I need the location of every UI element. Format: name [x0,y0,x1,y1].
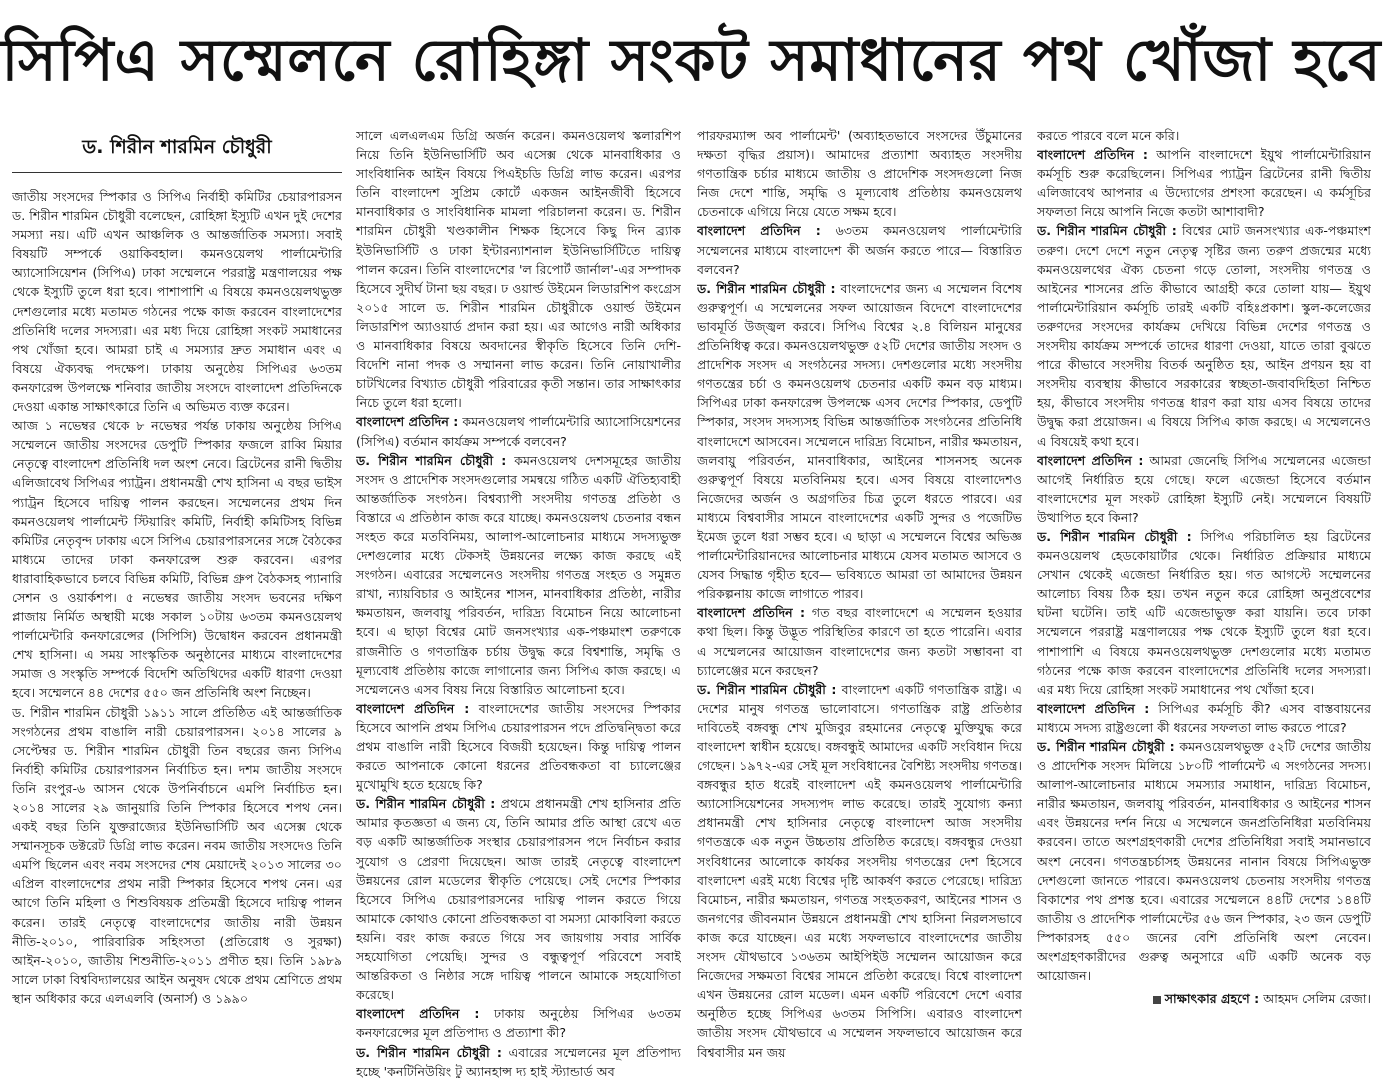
speaker-label: বাংলাদেশ প্রতিদিন : [697,223,821,239]
paragraph [12,703,342,1009]
paragraph-text: জাতীয় সংসদের স্পিকার ও সিপিএ নির্বাহী কমিটির চেয়ারপারসন ড. শিরীন শারমিন চৌধুরী বলেছেন, রোহিঙ্গা ইস্যুটি এখন দুই দেশের সমস্যা নয়। এটি এখন আঞ্চলিক ও আন্তর্জাতিক সমস্যা। সবাই বিষয়টি সম্পর্কে ওয়াকিবহাল। কমনওয়েলথ পার্লামেন্টারি অ্যাসোসিয়েশন (সিপিএ) ঢাকা সম্মেলনে পররাষ্ট্র মন্ত্রণালয়ের পক্ষ থেকে ইস্যুটি তুলে ধরা হবে। পাশাপাশি এ বিষয়ে কমনওয়েলথভুক্ত দেশগুলোর মধ্যে মতামত গঠনের পক্ষে কাজ করবেন বাংলাদেশের প্রতিনিধি দলের সদস্যরা। এর মধ্য দিয়ে রোহিঙ্গা সংকট সমাধানের পথ খোঁজা হবে। আমরা চাই এ সমস্যার দ্রুত সমাধান এবং এ বিষয়ে ঐক্যবদ্ধ পদক্ষেপ। ঢাকায় অনুষ্ঠেয় সিপিএর ৬৩তম কনফারেন্স উপলক্ষে শনিবার জাতীয় সংসদে বাংলাদেশ প্রতিদিনকে দেওয়া একান্ত সাক্ষাৎকারে তিনি এ অভিমত ব্যক্ত করেন। [12,189,342,415]
speaker-label: বাংলাদেশ প্রতিদিন : [1037,147,1148,163]
column-body [1037,126,1371,985]
paragraph [1037,699,1371,737]
paragraph [1037,221,1371,450]
headline: সিপিএ সম্মেলনে রোহিঙ্গা সংকট সমাধানের পথ খোঁজা হবে [1,26,1382,94]
column-3 [697,126,1022,1078]
paragraph [1037,527,1371,699]
speaker-label: বাংলাদেশ প্রতিদিন : [356,1006,480,1022]
speaker-label: ড. শিরীন শারমিন চৌধুরী : [697,280,836,296]
paragraph-text: ঢাকায় অনুষ্ঠেয় সিপিএর ৬৩তম কনফারেন্সের মূল প্রতিপাদ্য ও প্রত্যাশা কী? [356,1006,681,1041]
paragraph [1037,737,1371,985]
speaker-label: ড. শিরীন শারমিন চৌধুরী : [697,681,837,697]
paragraph-text: বিশ্বের মোট জনসংখ্যার এক-পঞ্চমাংশ তরুণ। দেশে দেশে নতুন নেতৃত্ব সৃষ্টির জন্য তরুণ প্রজন্মের মধ্যে কমনওয়েলথের ঐক্য চেতনা গড়ে তোলা, সংসদীয় গণতন্ত্র ও আইনের শাসনের প্রতি কীভাবে আগ্রহী করে তোলা যায়— ইয়ুথ পার্লামেন্টারিয়ান কর্মসূচি তারই একটি বহিঃপ্রকাশ। স্কুল-কলেজের তরুণদের সংসদের কার্যক্রম দেখিয়ে বিভিন্ন দেশের গণতন্ত্র ও সংসদীয় কার্যক্রম সম্পর্কে তাদের ধারণা দেওয়া, যাতে তারা বুঝতে পারে কীভাবে সংসদীয় বিতর্ক অনুষ্ঠিত হয়, আইন প্রণয়ন হয় বা সংসদীয় ব্যবস্থায় কীভাবে সরকারের স্বচ্ছতা-জবাবদিহিতা নিশ্চিত হয়, কীভাবে সংসদীয় গণতন্ত্র ধারণ করা যায় এসব বিষয়ে তাদের উদ্বুদ্ধ করা প্রয়োজন। এ বিষয়ে সিপিএ কাজ করছে। এ সম্মেলনেও এ বিষয়েই কথা হবে। [1037,223,1371,449]
column-body [356,126,681,1078]
interview-credit [1037,989,1371,1008]
paragraph [697,680,1022,1062]
byline: ড. শিরীন শারমিন চৌধুরী [12,132,342,173]
paragraph-text: কমনওয়েলথ দেশসমূহের জাতীয় সংসদ ও প্রাদেশিক সংসদগুলোর সমন্বয়ে গঠিত একটি ঐতিহ্যবাহী আন্তর্জাতিক সংগঠন। বিশ্বব্যাপী সংসদীয় গণতন্ত্র প্রতিষ্ঠা ও বিস্তারে এ প্রতিষ্ঠান কাজ করে যাচ্ছে। কমনওয়েলথ চেতনার বন্ধন সংহত করে মতবিনিময়, আলাপ-আলোচনার মাধ্যমে সদস্যভুক্ত দেশগুলোর মধ্যে টেকসই উন্নয়নের লক্ষ্যে কাজ করছে এই সংগঠন। এবারের সম্মেলনেও সংসদীয় গণতন্ত্র সংহত ও সমুন্নত রাখা, ন্যায়বিচার ও আইনের শাসন, মানবাধিকার প্রতিষ্ঠা, নারীর ক্ষমতায়ন, জলবায়ু পরিবর্তন, দারিদ্র্য বিমোচন নিয়ে আলোচনা হবে। এ ছাড়া বিশ্বের মোট জনসংখ্যার এক-পঞ্চমাংশ তরুণকে রাজনীতি ও গণতান্ত্রিক চর্চায় উদ্বুদ্ধ করে বিশ্বশান্তি, সমৃদ্ধি ও মূল্যবোধ প্রতিষ্ঠায় কাজে লাগানোর জন্য সিপিএ কাজ করছে। এ সম্মেলনেও এসব বিষয় নিয়ে বিস্তারিত আলোচনা হবে। [356,452,681,697]
paragraph [356,794,681,1004]
column-1 [12,126,342,1078]
paragraph-text: সিপিএ পরিচালিত হয় ব্রিটেনের কমনওয়েলথ হেডকোয়ার্টার থেকে। নির্ধারিত প্রক্রিয়ার মাধ্যমে সেখান থেকেই এজেন্ডা নির্ধারিত হয়। গত আগস্টে সম্মেলনের আলোচ্য বিষয় ঠিক হয়। তখন নতুন করে রোহিঙ্গা অনুপ্রবেশের ঘটনা ঘটেনি। তাই এটি এজেন্ডাভুক্ত করা যায়নি। তবে ঢাকা সম্মেলনে পররাষ্ট্র মন্ত্রণালয়ের পক্ষ থেকে ইস্যুটি তুলে ধরা হবে। পাশাপাশি এ বিষয়ে কমনওয়েলথভুক্ত দেশগুলোর মধ্যে মতামত গঠনের পক্ষে কাজ করবেন বাংলাদেশের প্রতিনিধি দলের সদস্যরা। এর মধ্য দিয়ে রোহিঙ্গা সংকট সমাধানের পথ খোঁজা হবে। [1037,528,1371,697]
paragraph-text: বাংলাদেশের জন্য এ সম্মেলন বিশেষ গুরুত্বপূর্ণ। এ সম্মেলনের সফল আয়োজন বিদেশে বাংলাদেশের ভাবমূর্তি উজ্জ্বল করবে। সিপিএ বিশ্বের ২.৪ বিলিয়ন মানুষের প্রতিনিধিত্ব করে। কমনওয়েলথভুক্ত ৫২টি দেশের জাতীয় সংসদ ও প্রাদেশিক সংসদ এ সংগঠনের সদস্য। দেশগুলোর মধ্যে সংসদীয় গণতন্ত্রের চর্চা ও কমনওয়েলথ চেতনার একটি কমন বড় মাধ্যম। সিপিএর ঢাকা কনফারেন্স উপলক্ষে এসব দেশের স্পিকার, ডেপুটি স্পিকার, সংসদ সদস্যসহ বিভিন্ন আন্তর্জাতিক সংগঠনের প্রতিনিধি বাংলাদেশে আসবেন। সম্মেলনে দারিদ্র্য বিমোচন, নারীর ক্ষমতায়ন, জলবায়ু পরিবর্তন, মানবাধিকার, আইনের শাসনসহ অনেক গুরুত্বপূর্ণ বিষয়ে মতবিনিময় হবে। এসব বিষয়ে বাংলাদেশও নিজেদের অর্জন ও অগ্রগতির চিত্র তুলে ধরতে পারবে। এর মাধ্যমে বিশ্ববাসীর সামনে বাংলাদেশের একটি সুন্দর ও পজেটিভ ইমেজ তুলে ধরা সম্ভব হবে। এ ছাড়া এ সম্মেলনে বিশ্বের অভিজ্ঞ পার্লামেন্টারিয়ানদের আলোচনার মাধ্যমে যেসব মতামত আসবে ও যেসব সিদ্ধান্ত গৃহীত হবে— ভবিষ্যতে আমরা তা আমাদের উন্নয়ন পরিকল্পনায় কাজে লাগাতে পারব। [697,280,1022,602]
paragraph [697,603,1022,679]
paragraph [356,699,681,794]
paragraph-text: ড. শিরীন শারমিন চৌধুরী ১৯১১ সালে প্রতিষ্ঠিত এই আন্তর্জাতিক সংগঠনের প্রথম বাঙালি নারী চেয়ারপারসন। ২০১৪ সালের ৯ সেপ্টেম্বর ড. শিরীন শারমিন চৌধুরী তিন বছরের জন্য সিপিএ নির্বাহী কমিটির চেয়ারপারসন নির্বাচিত হন। দশম জাতীয় সংসদে তিনি রংপুর-৬ আসন থেকে উপনির্বাচনে এমপি নির্বাচিত হন। ২০১৪ সালের ২৯ জানুয়ারি তিনি স্পিকার হিসেবে শপথ নেন। একই বছর তিনি যুক্তরাজ্যের ইউনিভার্সিটি অব এসেক্স থেকে সম্মানসূচক ডক্টরেট ডিগ্রি লাভ করেন। নবম জাতীয় সংসদেও তিনি এমপি ছিলেন এবং নবম সংসদের শেষ মেয়াদেই ২০১৩ সালের ৩০ এপ্রিল বাংলাদেশের প্রথম নারী স্পিকার হিসেবে শপথ নেন। এর আগে তিনি মহিলা ও শিশুবিষয়ক প্রতিমন্ত্রী হিসেবে দায়িত্ব পালন করেন। তারই নেতৃত্বে বাংলাদেশের জাতীয় নারী উন্নয়ন নীতি-২০১০, পারিবারিক সহিংসতা (প্রতিরোধ ও সুরক্ষা) আইন-২০১০, জাতীয় শিশুনীতি-২০১১ প্রণীত হয়। তিনি ১৯৮৯ সালে ঢাকা বিশ্ববিদ্যালয়ের আইন অনুষদ থেকে প্রথম শ্রেণিতে প্রথম স্থান অধিকার করে এলএলবি (অনার্স) ও ১৯৯০ [12,704,342,1006]
paragraph-text: কমনওয়েলথ পার্লামেন্টারি অ্যাসোসিয়েশনের (সিপিএ) বর্তমান কার্যক্রম সম্পর্কে বলবেন? [356,414,681,449]
speaker-label: বাংলাদেশ প্রতিদিন : [356,414,459,430]
paragraph-text: আমরা জেনেছি সিপিএ সম্মেলনের এজেন্ডা আগেই নির্ধারিত হয়ে গেছে। ফলে এজেন্ডা হিসেবে বর্তমান বাংলাদেশের মূল সংকট রোহিঙ্গা ইস্যুটি নেই। সম্মেলনে বিষয়টি উত্থাপিত হবে কিনা? [1037,452,1371,525]
paragraph [697,126,1022,221]
paragraph [356,1043,681,1079]
paragraph [356,451,681,699]
speaker-label: ড. শিরীন শারমিন চৌধুরী : [1037,223,1177,239]
paragraph [12,187,342,416]
speaker-label: ড. শিরীন শারমিন চৌধুরী : [356,796,496,812]
paragraph-text: আপনি বাংলাদেশে ইয়ুথ পার্লামেন্টারিয়ান কর্মসূচি শুরু করেছিলেন। সিপিএর প্যাট্রন ব্রিটেনের রানী দ্বিতীয় এলিজাবেথ আপনার এ উদ্যোগের প্রশংসা করেছেন। এ কর্মসূচির সফলতা নিয়ে আপনি নিজে কতটা আশাবাদী? [1037,147,1371,220]
paragraph [356,412,681,450]
speaker-label: বাংলাদেশ প্রতিদিন : [356,700,470,716]
paragraph [697,279,1022,604]
paragraph [1037,145,1371,221]
paragraph [356,126,681,412]
paragraph-text: করতে পারবে বলে মনে করি। [1037,128,1180,143]
paragraph [1037,126,1371,145]
paragraph-text: আজ ১ নভেম্বর থেকে ৮ নভেম্বর পর্যন্ত ঢাকায় অনুষ্ঠেয় সিপিএ সম্মেলনে জাতীয় সংসদের ডেপুটি স্পিকার ফজলে রাব্বি মিয়ার নেতৃত্বে বাংলাদেশ প্রতিনিধি দল অংশ নেবে। ব্রিটেনের রানী দ্বিতীয় এলিজাবেথ সিপিএর প্যাট্রন। প্রধানমন্ত্রী শেখ হাসিনা এ বছর ভাইস প্যাট্রন হিসেবে দায়িত্ব পালন করছেন। সম্মেলনের প্রথম দিন কমনওয়েলথ পার্লামেন্ট স্টিয়ারিং কমিটি, নির্বাহী কমিটিসহ বিভিন্ন কমিটির নেতৃবৃন্দ ঢাকায় এসে সিপিএ চেয়ারপারসনের সঙ্গে বৈঠকের মাধ্যমে তাদের ঢাকা কনফারেন্স শুরু করবেন। এরপর ধারাবাহিকভাবে চলবে বিভিন্ন কমিটি, বিভিন্ন গ্রুপ বৈঠকসহ প্যানারি সেশন ও ওয়ার্কশপ। ৫ নভেম্বর জাতীয় সংসদ ভবনের দক্ষিণ প্লাজায় নির্মিত অস্থায়ী মঞ্চে সকাল ১০টায় ৬৩তম কমনওয়েলথ পার্লামেন্টারি কনফারেন্সের (সিপিসি) উদ্বোধন করবেন প্রধানমন্ত্রী শেখ হাসিনা। এ সময় সাংস্কৃতিক অনুষ্ঠানের মাধ্যমে বাংলাদেশের সমাজ ও সংস্কৃতি সম্পর্কে বিদেশি অতিথিদের একটি ধারণা দেওয়া হবে। সম্মেলনে ৪৪ দেশের ৫৫০ জন প্রতিনিধি অংশ নিচ্ছেন। [12,418,342,701]
paragraph-text: গত বছর বাংলাদেশে এ সম্মেলন হওয়ার কথা ছিল। কিন্তু উদ্ভূত পরিস্থিতির কারণে তা হতে পারেনি। এবার এ সম্মেলনের আয়োজন বাংলাদেশের জন্য কতটা সম্ভাবনা বা চ্যালেঞ্জের মনে করছেন? [697,605,1022,678]
paragraph-text: কমনওয়েলথভুক্ত ৫২টি দেশের জাতীয় ও প্রাদেশিক সংসদ মিলিয়ে ১৮০টি পার্লামেন্ট এ সংগঠনের সদস্য। আলাপ-আলোচনার মাধ্যমে সমস্যার সমাধান, দারিদ্র্য বিমোচন, নারীর ক্ষমতায়ন, জলবায়ু পরিবর্তন, মানবাধিকার ও আইনের শাসন এবং উন্নয়নের দর্শন নিয়ে এ সম্মেলনে জনপ্রতিনিধিরা মতবিনিময় করবেন। তাতে অংশগ্রহণকারী দেশের প্রতিনিধিরা সবাই সমানভাবে অংশ নেবেন। গণতন্ত্রচর্চাসহ উন্নয়নের নানান বিষয়ে সিপিএভুক্ত দেশগুলো জানতে পারবে। কমনওয়েলথ চেতনায় সংসদীয় গণতন্ত্র বিকাশের পথ প্রশস্ত হবে। এবারের সম্মেলনে ৪৪টি দেশের ১৪৪টি জাতীয় ও প্রাদেশিক পার্লামেন্টের ৫৬ জন স্পিকার, ২৩ জন ডেপুটি স্পিকারসহ ৫৫০ জনের বেশি প্রতিনিধি অংশ নেবেন। অংশগ্রহণকারীদের গুরুত্ব অনুসারে এটি একটি অনেক বড় আয়োজন। [1037,739,1371,984]
paragraph-text: সিপিএর কর্মসূচি কী? এসব বাস্তবায়নের মাধ্যমে সদস্য রাষ্ট্রগুলো কী ধরনের সফলতা লাভ করতে পারে? [1037,700,1371,735]
speaker-label: ড. শিরীন শারমিন চৌধুরী : [1037,739,1175,754]
paragraph-text: প্রথমে প্রধানমন্ত্রী শেখ হাসিনার প্রতি আমার কৃতজ্ঞতা এ জন্য যে, তিনি আমার প্রতি আস্থা রেখে এত বড় একটি আন্তর্জাতিক সংস্থার চেয়ারপারসন পদে নির্বাচন করার সুযোগ ও প্রেরণা দিয়েছেন। আজ তারই নেতৃত্বে বাংলাদেশ উন্নয়নের রোল মডেলের স্বীকৃতি পেয়েছে। সেই দেশের স্পিকার হিসেবে সিপিএ চেয়ারপারসনের দায়িত্ব পালন করতে গিয়ে আমাকে কোথাও কোনো প্রতিবন্ধকতা বা সমস্যা মোকাবিলা করতে হয়নি। বরং কাজ করতে গিয়ে সব জায়গায় সবার সার্বিক সহযোগিতা পেয়েছি। সুন্দর ও বন্ধুত্বপূর্ণ পরিবেশে সবাই আন্তরিকতা ও নিষ্ঠার সঙ্গে দায়িত্ব পালনে আমাকে সহযোগিতা করেছে। [356,796,681,1003]
speaker-label: বাংলাদেশ প্রতিদিন : [1037,700,1150,716]
paragraph [356,1004,681,1042]
credit-label: সাক্ষাৎকার গ্রহণে : [1164,991,1260,1007]
column-2 [356,126,681,1078]
speaker-label: বাংলাদেশ প্রতিদিন : [697,605,806,621]
paragraph-text: বাংলাদেশের জাতীয় সংসদের স্পিকার হিসেবে আপনি প্রথম সিপিএ চেয়ারপারসন পদে প্রতিদ্বন্দ্বিতা করে প্রথম বাঙালি নারী হিসেবে বিজয়ী হয়েছেন। কিন্তু দায়িত্ব পালন করতে আপনাকে কোনো ধরনের প্রতিবন্ধকতা বা চ্যালেঞ্জের মুখোমুখি হতে হয়েছে কি? [356,700,681,793]
column-body [697,126,1022,1062]
speaker-label: ড. শিরীন শারমিন চৌধুরী : [356,452,507,468]
paragraph-text: পারফরম্যান্স অব পার্লামেন্ট' (অব্যাহতভাবে সংসদের উঁচুমানের দক্ষতা বৃদ্ধির প্রয়াস)। আমাদের প্রত্যাশা অব্যাহত সংসদীয় গণতান্ত্রিক চর্চার মাধ্যমে জাতীয় ও প্রাদেশিক সংসদগুলো নিজ নিজ দেশে শান্তি, সমৃদ্ধি ও মূল্যবোধ প্রতিষ্ঠায় কমনওয়েলথ চেতনাকে এগিয়ে নিয়ে যেতে সক্ষম হবে। [697,128,1022,220]
paragraph [1037,451,1371,527]
paragraph-text: ৬৩তম কমনওয়েলথ পার্লামেন্টারি সম্মেলনের মাধ্যমে বাংলাদেশ কী অর্জন করতে পারে— বিস্তারিত বলবেন? [697,223,1022,277]
speaker-label: ড. শিরীন শারমিন চৌধুরী : [1037,528,1192,544]
paragraph [12,416,342,702]
column-body [12,187,342,1008]
speaker-label: বাংলাদেশ প্রতিদিন : [1037,452,1144,468]
paragraph [697,221,1022,278]
paragraph-text: সালে এলএলএম ডিগ্রি অর্জন করেন। কমনওয়েলথ স্কলারশিপ নিয়ে তিনি ইউনিভার্সিটি অব এসেক্স থেকে মানবাধিকার ও সাংবিধানিক আইন বিষয়ে পিএইচডি ডিগ্রি লাভ করেন। এরপর তিনি বাংলাদেশ সুপ্রিম কোর্টে একজন আইনজীবী হিসেবে মানবাধিকার ও সাংবিধানিক মামলা পরিচালনা করেন। ড. শিরীন শারমিন চৌধুরী খণ্ডকালীন শিক্ষক হিসেবে কিছু দিন ব্র্যাক ইউনিভার্সিটি ও ঢাকা ইন্টারন্যাশনাল ইউনিভার্সিটিতে দায়িত্ব পালন করেন। তিনি বাংলাদেশের 'ল রিপোর্ট জার্নাল'-এর সম্পাদক হিসেবে সুদীর্ঘ টানা ছয় বছর। ঢ ওয়ার্ল্ড উইমেন লিডারশিপ কংগ্রেস ২০১৫ সালে ড. শিরীন শারমিন চৌধুরীকে ওয়ার্ল্ড উইমেন লিডারশিপ অ্যাওয়ার্ড প্রদান করা হয়। এর আগেও নারী অধিকার ও মানবাধিকার বিষয়ে অবদানের স্বীকৃতি হিসেবে তিনি দেশি-বিদেশি নানা পদক ও সম্মাননা লাভ করেন। তিনি নোয়াখালীর চাটখিলের বিখ্যাত চৌধুরী পরিবারের কৃতী সন্তান। তার সাক্ষাৎকার নিচে তুলে ধরা হলো। [356,128,681,411]
paragraph-text: এবারের সম্মেলনের মূল প্রতিপাদ্য হচ্ছে 'কনটিনিউয়িং টু অ্যানহান্স দ্য হাই স্ট্যান্ডার্ড অব [356,1044,681,1078]
paragraph-text: বাংলাদেশ একটি গণতান্ত্রিক রাষ্ট্র। এ দেশের মানুষ গণতন্ত্র ভালোবাসে। গণতান্ত্রিক রাষ্ট্র প্রতিষ্ঠার দাবিতেই বঙ্গবন্ধু শেখ মুজিবুর রহমানের নেতৃত্বে মুক্তিযুদ্ধ করে বাংলাদেশ স্বাধীন হয়েছে। বঙ্গবন্ধুই আমাদের একটি সংবিধান দিয়ে গেছেন। ১৯৭২-এর সেই মূল সংবিধানের বৈশিষ্ট্য সংসদীয় গণতন্ত্র। বঙ্গবন্ধুর হাত ধরেই বাংলাদেশ এই কমনওয়েলথ পার্লামেন্টারি অ্যাসোসিয়েশনের সদস্যপদ লাভ করেছে। তারই সুযোগ্য কন্যা প্রধানমন্ত্রী শেখ হাসিনার নেতৃত্বে বাংলাদেশ আজ সংসদীয় গণতন্ত্রকে এক নতুন উচ্চতায় প্রতিষ্ঠিত করেছে। বঙ্গবন্ধুর দেওয়া সংবিধানের আলোকে কার্যকর সংসদীয় গণতন্ত্রের দেশ হিসেবে বাংলাদেশ এরই মধ্যে বিশ্বের দৃষ্টি আকর্ষণ করতে পেরেছে। দারিদ্র্য বিমোচন, নারীর ক্ষমতায়ন, গণতন্ত্র সংহতকরণ, আইনের শাসন ও জনগণের জীবনমান উন্নয়নে প্রধানমন্ত্রী শেখ হাসিনা নিরলসভাবে কাজ করে যাচ্ছেন। এর মধ্যে সফলভাবে বাংলাদেশের জাতীয় সংসদ যৌথভাবে ১৩৬তম আইপিইউ সম্মেলন আয়োজন করে নিজেদের সক্ষমতা বিশ্বের সামনে প্রতিষ্ঠা করেছে। বিশ্বে বাংলাদেশ এখন উন্নয়নের রোল মডেল। এমন একটি পরিবেশে দেশে এবার অনুষ্ঠিত হচ্ছে সিপিএর ৬৩তম সিপিসি। এবারও বাংলাদেশ জাতীয় সংসদ যৌথভাবে এ সম্মেলন সফলভাবে আয়োজন করে বিশ্ববাসীর মন জয় [697,681,1022,1060]
speaker-label: ড. শিরীন শারমিন চৌধুরী : [356,1044,502,1060]
column-4 [1037,126,1371,1078]
square-bullet-icon [1153,996,1161,1004]
credit-name: আহমদ সেলিম রেজা। [1259,991,1371,1007]
